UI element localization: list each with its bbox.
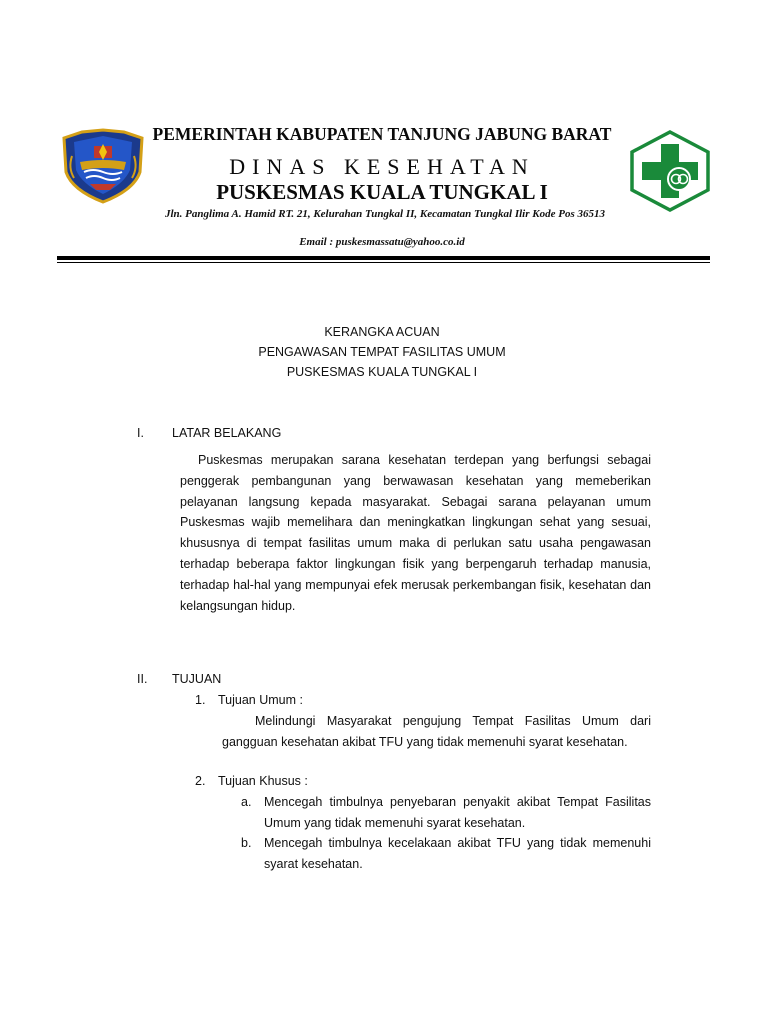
title-line-3: PUSKESMAS KUALA TUNGKAL I bbox=[286, 365, 478, 379]
section-1-heading: LATAR BELAKANG bbox=[172, 426, 282, 440]
item-2-number: 2. bbox=[195, 774, 206, 788]
item-1-number: 1. bbox=[195, 693, 206, 707]
letterhead-divider bbox=[57, 256, 710, 260]
subitem-a-letter: a. bbox=[241, 795, 252, 809]
title-line-1: KERANGKA ACUAN bbox=[324, 325, 440, 339]
title-line-2: PENGAWASAN TEMPAT FASILITAS UMUM bbox=[258, 345, 506, 359]
regency-coat-of-arms-icon bbox=[60, 128, 146, 204]
section-2-number: II. bbox=[137, 672, 148, 686]
item-2-label: Tujuan Khusus : bbox=[218, 774, 308, 788]
item-1-body: Melindungi Masyarakat pengujung Tempat Fasilitas Umum dari gangguan kesehatan akibat TFU yang tidak memenuhi syarat kesehatan. bbox=[222, 714, 651, 749]
letterhead-institution: PUSKESMAS KUALA TUNGKAL I bbox=[216, 180, 548, 204]
letterhead-government: PEMERINTAH KABUPATEN TANJUNG JABUNG BARAT bbox=[152, 124, 612, 144]
letterhead-department: DINAS KESEHATAN bbox=[229, 154, 535, 179]
section-1-paragraph: Puskesmas merupakan sarana kesehatan terdepan yang berfungsi sebagai penggerak pembangunan yang berwawasan kesehatan yang memeberikan pelayanan langsung kepada masyarakat. Sebagai sarana pelayanan umum Puskesmas wajib memelihara dan meningkatkan lingkungan sehat yang sesuai, khususnya di tempat fasilitas umum maka di perlukan satu usaha pengawasan terhadap beberapa faktor lingkungan fisik yang berpengaruh terhadap manusia, terhadap hal-hal yang mempunyai efek merusak perkembangan fisik, kesehatan dan kelangsungan hidup. bbox=[180, 453, 651, 613]
item-1-label: Tujuan Umum : bbox=[218, 693, 303, 707]
health-cross-icon bbox=[628, 130, 712, 212]
subitem-b-letter: b. bbox=[241, 836, 252, 850]
subitem-a-text: Mencegah timbulnya penyebaran penyakit akibat Tempat Fasilitas Umum yang tidak memenuhi syarat kesehatan. bbox=[264, 795, 651, 830]
letterhead-divider-thin bbox=[57, 262, 710, 263]
section-2-heading: TUJUAN bbox=[172, 672, 222, 686]
subitem-b-text: Mencegah timbulnya kecelakaan akibat TFU yang tidak memenuhi syarat kesehatan. bbox=[264, 836, 651, 871]
document-title bbox=[150, 322, 614, 382]
letterhead-address: Jln. Panglima A. Hamid RT. 21, Kelurahan Tungkal II, Kecamatan Tungkal Ilir Kode Pos 36513 bbox=[165, 208, 605, 220]
section-1-number: I. bbox=[137, 426, 144, 440]
letterhead-email: Email : puskesmassatu@yahoo.co.id bbox=[299, 236, 465, 248]
